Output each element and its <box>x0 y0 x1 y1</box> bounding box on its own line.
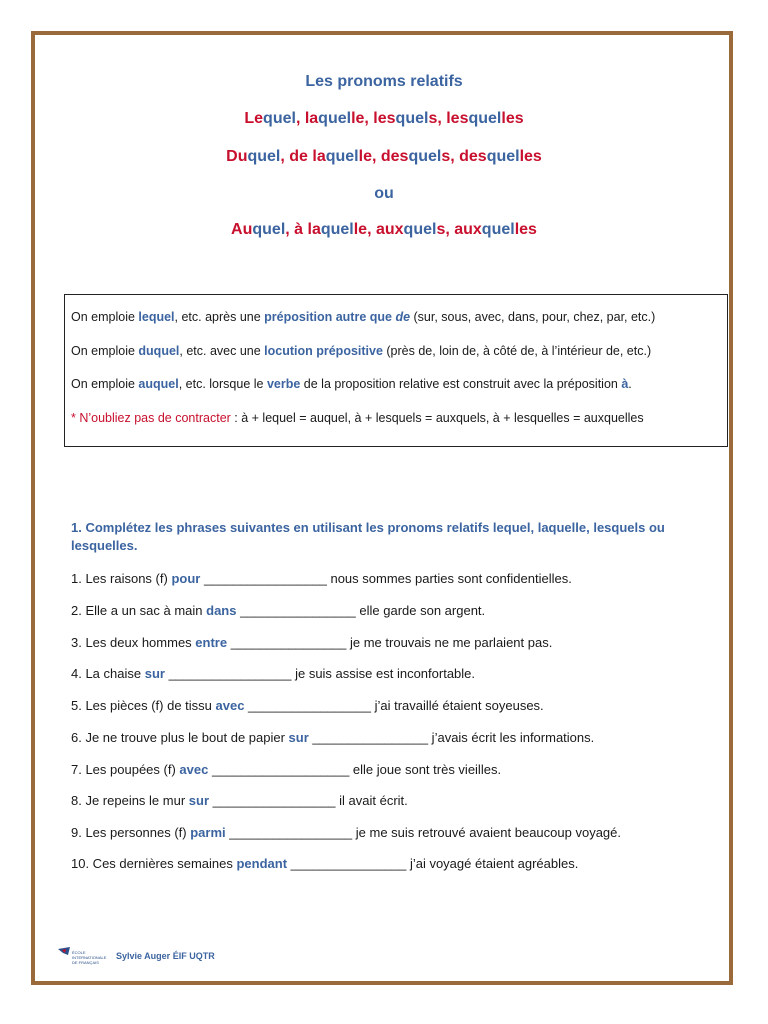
item-blank-text: _________________ nous sommes parties sont confidentielles. <box>200 571 572 586</box>
item-preposition: avec <box>179 762 209 777</box>
exercise-item <box>71 793 408 808</box>
logo-text-1: ÉCOLE <box>72 950 86 955</box>
exercise-item <box>71 571 572 586</box>
exercise-item <box>71 825 621 840</box>
title-segment: s, aux <box>436 221 482 238</box>
item-text: 10. Ces dernières semaines <box>71 856 237 871</box>
exercise-item <box>71 666 475 681</box>
title-segment: quel <box>325 148 359 165</box>
exercise-item <box>71 603 485 618</box>
item-blank-text: _________________ j’ai travaillé étaient soyeuses. <box>244 698 544 713</box>
title-segment: les <box>519 148 542 165</box>
item-blank-text: _________________ je suis assise est inconfortable. <box>164 666 476 681</box>
logo-text-2: INTERNATIONALE <box>72 955 107 960</box>
item-text: 2. Elle a un sac à main <box>71 603 207 618</box>
exercise-item <box>71 635 552 650</box>
title-segment: le <box>358 148 372 165</box>
item-text: 8. Je repeins le mur <box>71 793 189 808</box>
item-text: 9. Les personnes (f) <box>71 825 191 840</box>
title-segment: le <box>351 110 365 127</box>
title-segment: s <box>428 110 438 127</box>
title-segment: la <box>307 221 321 238</box>
item-blank-text: ________________ je me trouvais ne me parlaient pas. <box>227 635 553 650</box>
item-preposition: pendant <box>236 856 288 871</box>
item-preposition: sur <box>288 730 309 745</box>
item-preposition: dans <box>206 603 237 618</box>
title-segment: , aux <box>367 221 404 238</box>
title-segment: quel <box>247 148 281 165</box>
title-segment: quel <box>320 221 354 238</box>
item-text: 7. Les poupées (f) <box>71 762 180 777</box>
rule-lequel: On emploie lequel, etc. après une préposition autre que de (sur, sous, avec, dans, pour, chez, par, etc.) <box>71 310 656 324</box>
item-text: 3. Les deux hommes <box>71 635 196 650</box>
rule-auquel: On emploie auquel, etc. lorsque le verbe de la proposition relative est construit avec la préposition à. <box>71 377 632 391</box>
title-segment: les <box>501 110 524 127</box>
school-logo-icon <box>56 946 108 968</box>
footer-author: Sylvie Auger ÉIF UQTR <box>116 951 215 961</box>
title-segment: , <box>295 110 305 127</box>
title-segment: les <box>373 110 396 127</box>
title-segment: quel <box>318 110 352 127</box>
item-text: 1. Les raisons (f) <box>71 571 172 586</box>
title-segment: quel <box>481 221 515 238</box>
title-segment: les <box>446 110 469 127</box>
item-preposition: sur <box>144 666 165 681</box>
title-segment: le <box>353 221 368 238</box>
title-or: ou <box>374 185 394 202</box>
title-segment: quel <box>468 110 502 127</box>
title-segment: Du <box>226 148 248 165</box>
title-segment: quel <box>263 110 296 127</box>
item-blank-text: _________________ je me suis retrouvé avaient beaucoup voyagé. <box>225 825 621 840</box>
item-text: 6. Je ne trouve plus le bout de papier <box>71 730 289 745</box>
item-blank-text: ________________ j’avais écrit les informations. <box>308 730 595 745</box>
title-line-auquel <box>0 221 768 239</box>
title-segment: Le <box>244 110 264 127</box>
item-preposition: entre <box>195 635 228 650</box>
exercise-item <box>71 698 544 713</box>
rule-contraction: * N’oubliez pas de contracter : à + lequel = auquel, à + lesquels = auxquels, à + lesquelles = auxquelles <box>71 411 644 425</box>
title-segment: quel <box>408 148 442 165</box>
rules-box <box>64 294 728 447</box>
title-segment: quel <box>403 221 437 238</box>
exercise-instruction: 1. Complétez les phrases suivantes en utilisant les pronoms relatifs lequel, laquelle, lesquels ou lesquelles. <box>71 520 665 553</box>
title-segment: quel <box>252 221 286 238</box>
title-segment: , à <box>285 221 308 238</box>
item-text: 4. La chaise <box>71 666 145 681</box>
page-title: Les pronoms relatifs <box>305 73 463 90</box>
item-preposition: pour <box>171 571 201 586</box>
page-border <box>31 31 733 985</box>
exercise-item <box>71 856 578 871</box>
title-segment: , <box>437 110 447 127</box>
item-blank-text: ________________ j’ai voyagé étaient agréables. <box>287 856 579 871</box>
item-blank-text: ________________ elle garde son argent. <box>236 603 486 618</box>
item-text: 5. Les pièces (f) de tissu <box>71 698 216 713</box>
exercise-item <box>71 762 501 777</box>
title-segment: , <box>364 110 374 127</box>
item-preposition: avec <box>215 698 245 713</box>
item-preposition: sur <box>188 793 210 808</box>
title-segment: la <box>304 110 319 127</box>
logo-text-3: DE FRANÇAIS <box>72 960 99 965</box>
title-segment: , des <box>371 148 409 165</box>
title-segment: les <box>514 221 537 238</box>
title-line-lequel <box>0 110 768 128</box>
rule-duquel: On emploie duquel, etc. avec une locution prépositive (près de, loin de, à côté de, à l’intérieur de, etc.) <box>71 344 652 358</box>
item-blank-text: _________________ il avait écrit. <box>209 793 408 808</box>
title-segment: quel <box>486 148 520 165</box>
title-line-duquel <box>0 148 768 166</box>
exercise-item <box>71 730 594 745</box>
title-segment: , de la <box>280 148 326 165</box>
title-segment: quel <box>395 110 429 127</box>
item-preposition: parmi <box>190 825 226 840</box>
title-segment: Au <box>231 221 253 238</box>
item-blank-text: ___________________ elle joue sont très vieilles. <box>208 762 502 777</box>
title-segment: s, des <box>441 148 487 165</box>
